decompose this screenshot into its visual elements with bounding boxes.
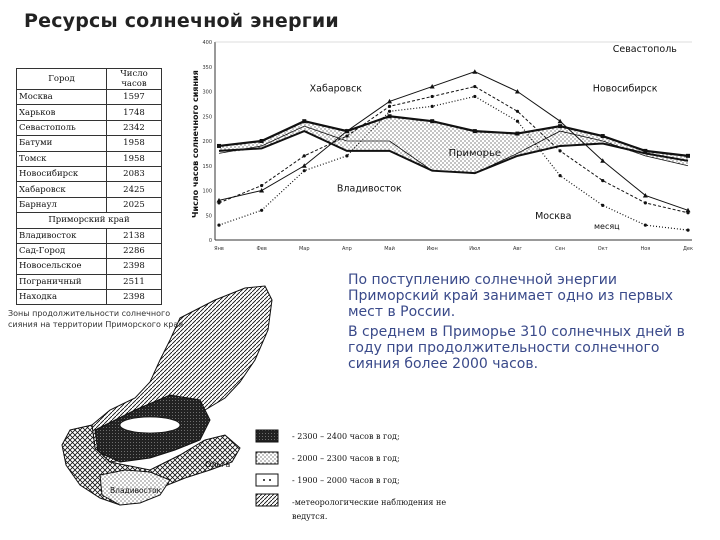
city-cell: Москва — [17, 90, 107, 105]
series-label: Владивосток — [336, 183, 402, 195]
legend-text-3: - 1900 – 2000 часов в год; — [292, 476, 400, 485]
data-point — [345, 129, 349, 133]
city-cell: Новосибирск — [17, 166, 107, 181]
data-point — [473, 95, 476, 98]
data-point — [388, 105, 391, 108]
hours-cell: 2025 — [107, 197, 162, 212]
data-point — [686, 211, 689, 214]
data-point — [430, 119, 434, 123]
data-point — [388, 114, 392, 118]
series-label: Новосибирск — [592, 83, 658, 95]
data-point — [259, 188, 264, 193]
x-tick-label: Дек — [682, 246, 694, 252]
legend-swatch-dense — [256, 430, 278, 442]
city-cell: Находка — [17, 290, 107, 305]
hours-cell: 2286 — [107, 243, 162, 258]
data-point — [644, 224, 647, 227]
data-point — [260, 209, 263, 212]
legend-text-1: - 2300 – 2400 часов в год; — [292, 432, 400, 441]
data-point — [473, 129, 477, 133]
data-point — [431, 105, 434, 108]
series-label: Хабаровск — [309, 83, 363, 95]
data-point — [303, 169, 306, 172]
map-label-olga: Ольга — [205, 460, 231, 469]
data-point — [388, 110, 391, 113]
x-tick-label: Мар — [298, 246, 310, 252]
data-point — [601, 179, 604, 182]
y-tick-label: 200 — [202, 139, 212, 145]
x-tick-label: Апр — [341, 246, 352, 252]
data-point — [260, 184, 263, 187]
hours-cell: 1958 — [107, 136, 162, 151]
data-point — [516, 120, 519, 123]
data-point — [473, 85, 476, 88]
column-header-city: Город — [17, 69, 107, 90]
data-point — [515, 132, 519, 136]
column-header-hours: Число часов — [107, 69, 162, 90]
y-tick-label: 50 — [205, 213, 212, 220]
primorye-band — [219, 116, 688, 173]
city-cell: Хабаровск — [17, 182, 107, 197]
x-tick-label: Авг — [512, 246, 522, 252]
paragraph-1: По поступлению солнечной энергии Приморский край занимает одно из первых мест в России. — [348, 272, 674, 320]
map-lake-khanka — [120, 417, 180, 433]
city-cell: Сад-Город — [17, 243, 107, 258]
map-label-vladivostok: Владивосток — [110, 486, 162, 495]
hours-cell: 2138 — [107, 228, 162, 243]
city-cell: Барнаул — [17, 197, 107, 212]
x-tick-label: Янв — [214, 246, 224, 252]
y-tick-label: 100 — [202, 188, 212, 195]
data-point — [303, 154, 306, 157]
series-label: Приморье — [448, 147, 502, 159]
y-tick-label: 350 — [202, 64, 212, 71]
chart-ylabel: Число часов солнечного сияния — [191, 70, 200, 218]
paragraph-2: В среднем в Приморье 310 солнечных дней в году при продолжительности солнечного сияния более 2000 часов. — [348, 324, 685, 372]
series-label: Москва — [535, 211, 572, 223]
legend-text-2: - 2000 – 2300 часов в год; — [292, 454, 400, 463]
hours-cell: 1958 — [107, 151, 162, 166]
data-point — [558, 174, 561, 177]
x-tick-label: Июн — [426, 246, 438, 252]
y-tick-label: 400 — [202, 40, 212, 46]
line-chart — [191, 40, 693, 252]
data-point — [516, 110, 519, 113]
data-point — [217, 201, 220, 204]
chart-xlabel: месяц — [594, 222, 620, 231]
hours-cell: 2342 — [107, 120, 162, 135]
data-point — [601, 134, 605, 138]
y-tick-label: 300 — [202, 89, 212, 96]
data-point — [345, 134, 348, 137]
data-point — [345, 154, 348, 157]
city-cell: Томск — [17, 151, 107, 166]
legend-swatches — [256, 430, 278, 506]
legend-swatch-light — [256, 474, 278, 486]
city-cell: Батуми — [17, 136, 107, 151]
y-tick-label: 250 — [202, 114, 212, 121]
city-cell: Пограничный — [17, 274, 107, 289]
x-tick-label: Июл — [469, 246, 481, 252]
data-point — [472, 69, 477, 74]
description-text — [348, 272, 708, 376]
series-label: Севастополь — [612, 43, 677, 55]
region-header: Приморский край — [17, 213, 162, 228]
hours-cell: 1748 — [107, 105, 162, 120]
data-point — [601, 204, 604, 207]
x-tick-label: Ноя — [640, 246, 651, 252]
hours-cell: 2083 — [107, 166, 162, 181]
city-cell: Харьков — [17, 105, 107, 120]
legend-swatch-hatch — [256, 494, 278, 506]
data-point — [558, 124, 562, 128]
x-tick-label: Май — [384, 246, 395, 252]
hours-cell: 1597 — [107, 90, 162, 105]
data-point — [686, 229, 689, 232]
data-point — [558, 149, 561, 152]
hours-cell: 2511 — [107, 274, 162, 289]
legend-swatch-dots — [256, 452, 278, 464]
data-point — [431, 95, 434, 98]
data-point — [644, 201, 647, 204]
data-point — [217, 144, 221, 148]
page-title: Ресурсы солнечной энергии — [24, 10, 339, 32]
x-tick-label: Окт — [597, 246, 608, 252]
data-point — [302, 119, 306, 123]
y-tick-label: 150 — [202, 163, 212, 170]
data-point — [515, 89, 520, 94]
x-tick-label: Фев — [256, 246, 267, 252]
data-point — [686, 154, 690, 158]
hours-cell: 2398 — [107, 290, 162, 305]
y-tick-label: 0 — [208, 238, 212, 244]
city-cell: Севастополь — [17, 120, 107, 135]
data-point — [217, 224, 220, 227]
hours-cell: 2425 — [107, 182, 162, 197]
legend-text-4: -метеорологические наблюдения не ведутся. — [292, 498, 447, 521]
city-cell: Владивосток — [17, 228, 107, 243]
zones-caption: Зоны продолжительности солнечного сияния на территории Приморского края — [8, 309, 184, 329]
data-point — [260, 139, 264, 143]
x-tick-label: Сен — [555, 246, 566, 252]
hours-cell: 2398 — [107, 259, 162, 274]
city-cell: Новосельское — [17, 259, 107, 274]
